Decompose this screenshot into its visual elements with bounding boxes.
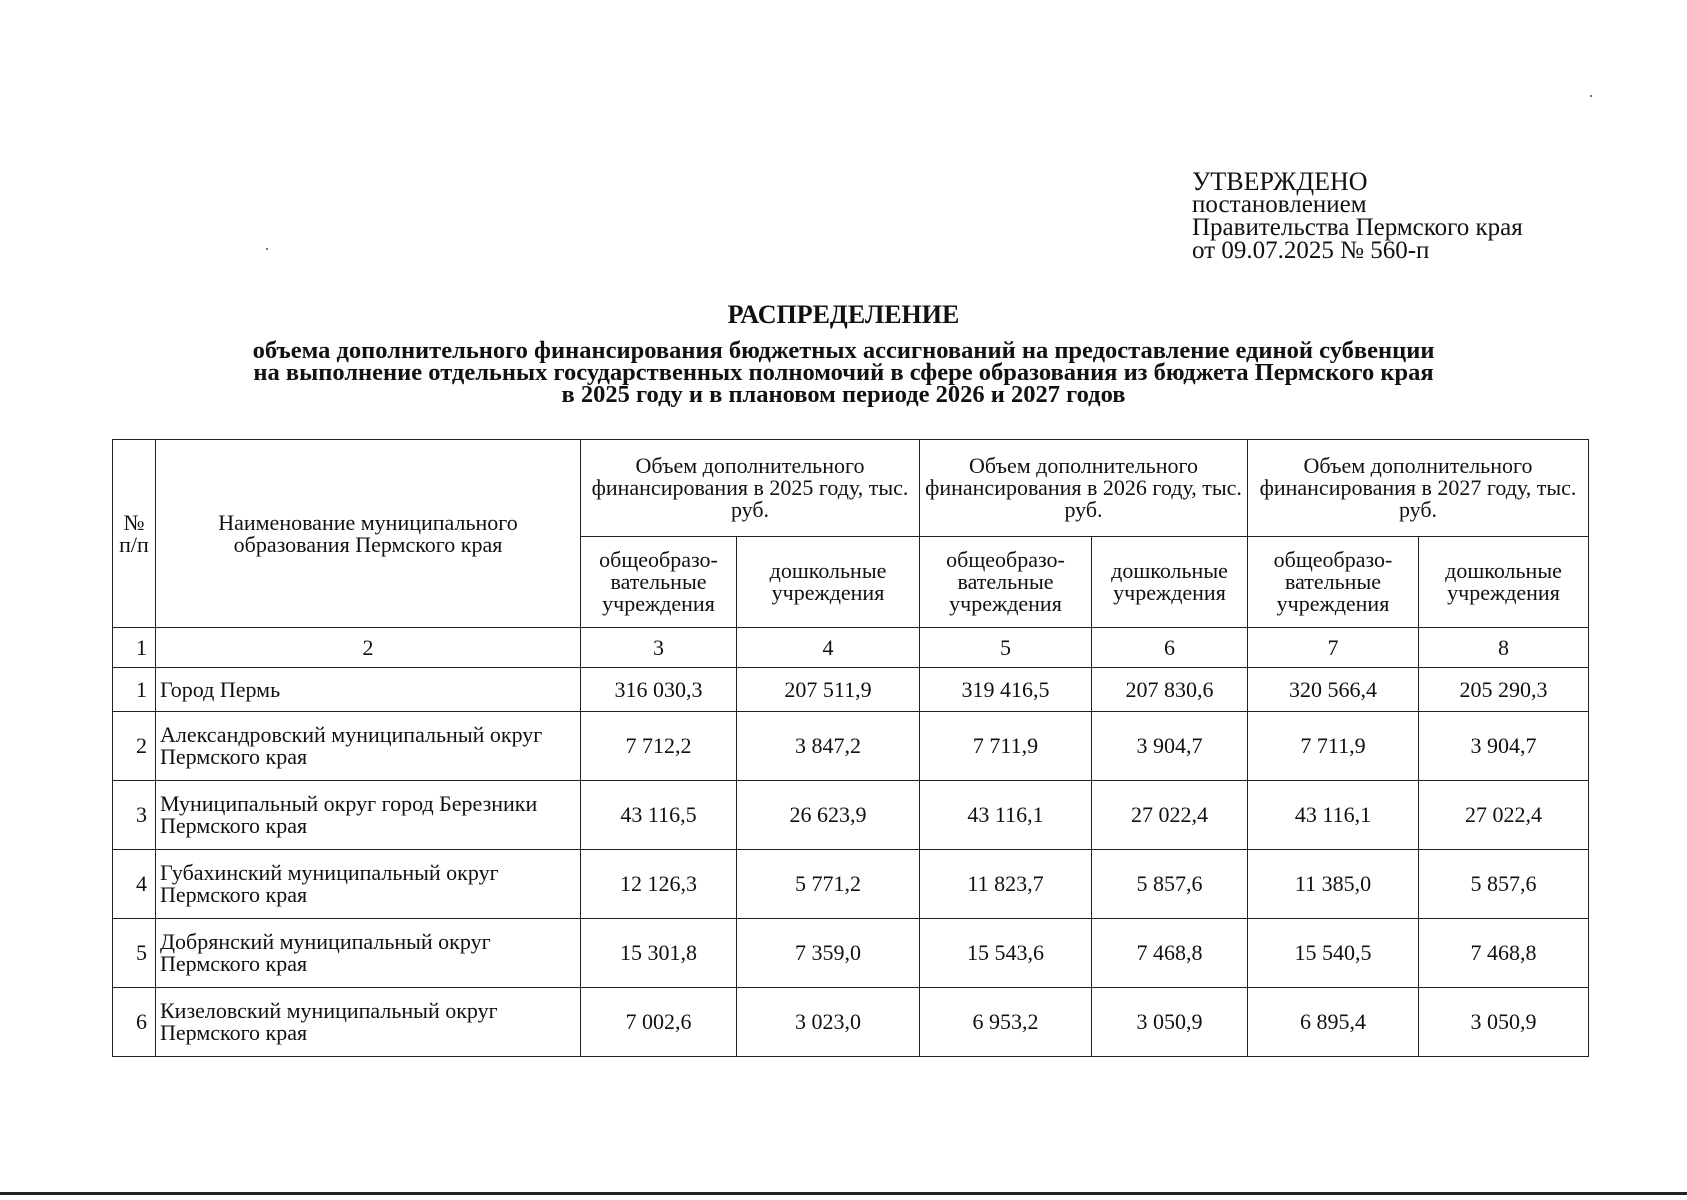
value-cell: 7 359,0: [737, 919, 920, 988]
municipality-name: Губахинский муниципальный округ Пермского края: [156, 850, 581, 919]
column-number: 7: [1248, 628, 1419, 668]
document-subtitle: [100, 337, 1587, 408]
value-cell: 43 116,1: [1248, 781, 1419, 850]
header-municipality: Наименование муниципального образования Пермского края: [156, 440, 581, 628]
municipality-name: Добрянский муниципальный округ Пермского края: [156, 919, 581, 988]
value-cell: 207 511,9: [737, 668, 920, 712]
subtitle-line: на выполнение отдельных государственных полномочий в сфере образования из бюджета Пермского края: [253, 359, 1434, 386]
column-number: 3: [581, 628, 737, 668]
header-year-2027: Объем дополнительного финансирования в 2027 году, тыс. руб.: [1248, 440, 1589, 537]
value-cell: 11 385,0: [1248, 850, 1419, 919]
value-cell: 5 857,6: [1419, 850, 1589, 919]
header-school: общеобразо-вательные учреждения: [581, 537, 737, 628]
column-number-row: [113, 628, 1589, 668]
column-number: 4: [737, 628, 920, 668]
value-cell: 5 771,2: [737, 850, 920, 919]
value-cell: 43 116,5: [581, 781, 737, 850]
value-cell: 5 857,6: [1092, 850, 1248, 919]
column-number: 6: [1092, 628, 1248, 668]
municipality-name: Александровский муниципальный округ Пермского края: [156, 712, 581, 781]
scan-speck: [266, 248, 268, 250]
value-cell: 11 823,7: [920, 850, 1092, 919]
value-cell: 43 116,1: [920, 781, 1092, 850]
value-cell: 15 540,5: [1248, 919, 1419, 988]
approval-heading: УТВЕРЖДЕНО: [1192, 167, 1368, 196]
approval-line: от 09.07.2025 № 560-п: [1192, 237, 1430, 264]
column-number: 1: [113, 628, 156, 668]
table-row: [113, 668, 1589, 712]
table-row: [113, 850, 1589, 919]
document-title: РАСПРЕДЕЛЕНИЕ: [727, 300, 960, 329]
value-cell: 3 904,7: [1419, 712, 1589, 781]
row-number: 1: [113, 668, 156, 712]
value-cell: 205 290,3: [1419, 668, 1589, 712]
municipality-name: Кизеловский муниципальный округ Пермского края: [156, 988, 581, 1057]
column-number: 8: [1419, 628, 1589, 668]
row-number: 4: [113, 850, 156, 919]
value-cell: 3 904,7: [1092, 712, 1248, 781]
municipality-name: Город Пермь: [156, 668, 581, 712]
header-preschool: дошкольные учреждения: [737, 537, 920, 628]
value-cell: 15 543,6: [920, 919, 1092, 988]
row-number: 3: [113, 781, 156, 850]
table-row: [113, 712, 1589, 781]
header-number: № п/п: [113, 440, 156, 628]
value-cell: 7 468,8: [1092, 919, 1248, 988]
value-cell: 7 468,8: [1419, 919, 1589, 988]
column-number: 2: [156, 628, 581, 668]
table-row: [113, 781, 1589, 850]
value-cell: 12 126,3: [581, 850, 737, 919]
value-cell: 3 023,0: [737, 988, 920, 1057]
value-cell: 6 895,4: [1248, 988, 1419, 1057]
value-cell: 26 623,9: [737, 781, 920, 850]
row-number: 2: [113, 712, 156, 781]
row-number: 6: [113, 988, 156, 1057]
value-cell: 27 022,4: [1419, 781, 1589, 850]
value-cell: 320 566,4: [1248, 668, 1419, 712]
subtitle-line: объема дополнительного финансирования бюджетных ассигнований на предоставление единой субвенции: [252, 337, 1435, 364]
header-school: общеобразо-вательные учреждения: [920, 537, 1092, 628]
table-row: [113, 919, 1589, 988]
value-cell: 27 022,4: [1092, 781, 1248, 850]
value-cell: 7 711,9: [1248, 712, 1419, 781]
municipality-name: Муниципальный округ город Березники Пермского края: [156, 781, 581, 850]
header-year-2025: Объем дополнительного финансирования в 2025 году, тыс. руб.: [581, 440, 920, 537]
value-cell: 3 050,9: [1419, 988, 1589, 1057]
value-cell: 7 712,2: [581, 712, 737, 781]
value-cell: 3 847,2: [737, 712, 920, 781]
value-cell: 207 830,6: [1092, 668, 1248, 712]
value-cell: 15 301,8: [581, 919, 737, 988]
value-cell: 7 711,9: [920, 712, 1092, 781]
row-number: 5: [113, 919, 156, 988]
header-preschool: дошкольные учреждения: [1092, 537, 1248, 628]
value-cell: 7 002,6: [581, 988, 737, 1057]
approval-line: постановлением: [1192, 191, 1367, 218]
value-cell: 316 030,3: [581, 668, 737, 712]
column-number: 5: [920, 628, 1092, 668]
value-cell: 6 953,2: [920, 988, 1092, 1057]
value-cell: 319 416,5: [920, 668, 1092, 712]
subtitle-line: в 2025 году и в плановом периоде 2026 и 2027 годов: [561, 381, 1126, 408]
scan-edge-line: [0, 1192, 1687, 1195]
header-preschool: дошкольные учреждения: [1419, 537, 1589, 628]
header-year-2026: Объем дополнительного финансирования в 2026 году, тыс. руб.: [920, 440, 1248, 537]
value-cell: 3 050,9: [1092, 988, 1248, 1057]
table-row: [113, 988, 1589, 1057]
distribution-table: [112, 439, 1589, 1057]
header-school: общеобразо-вательные учреждения: [1248, 537, 1419, 628]
approval-stamp: [1192, 167, 1523, 264]
scan-speck: [1590, 95, 1592, 97]
approval-line: Правительства Пермского края: [1192, 214, 1523, 241]
